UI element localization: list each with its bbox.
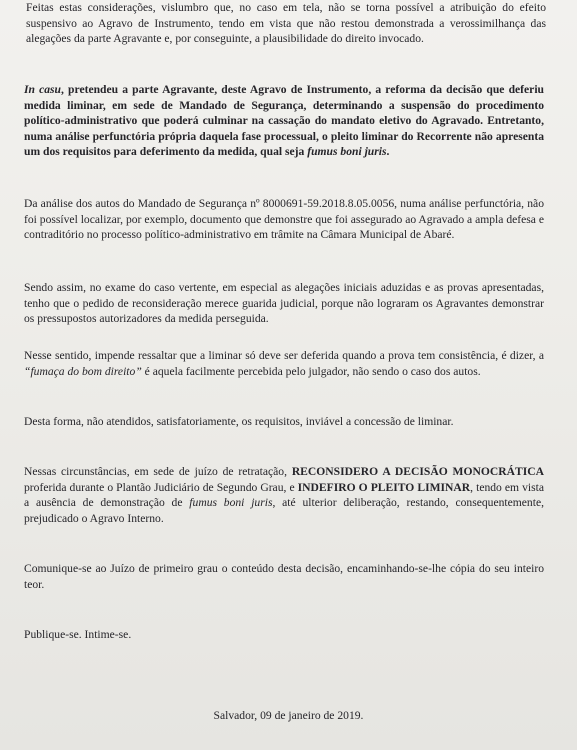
decision-text-d: , até ulterior deliberação, restando, consequentemente, prejudicado o Agravo Interno. [24, 496, 544, 525]
good-law-text-a: Nesse sentido, impende ressaltar que a liminar só deve ser deferida quando a prova tem consistência, é dizer, a [24, 349, 544, 362]
in-casu-text-a: , pretendeu a parte Agravante, deste Agravo de Instrumento, a reforma da decisão que deferiu medida liminar, em sede de Mandado de Segurança, determinando a suspensão do procedimento político-administrativo que poderá culminar na cassação do mandato eletivo do Agravado. Entretanto, numa análise perfunctória própria daquela fase processual, o pleito liminar do Recorrente não apresenta um dos requisitos para deferimento da medida, qual seja [24, 83, 544, 159]
paragraph-publish: Publique-se. Intime-se. [24, 628, 132, 641]
paragraph-considerations: Feitas estas considerações, vislumbro que, no caso em tela, não se torna possível a atribuição do efeito suspensivo ao Agravo de Instrumento, tendo em vista que não restou demonstrada a verossimilhança das alegações da parte Agravante e, por conseguinte, a plausibilidade do direito invocado. [26, 1, 546, 46]
document-date: Salvador, 09 de janeiro de 2019. [213, 709, 364, 722]
good-law-quote: “fumaça do bom direito” [24, 364, 142, 378]
paragraph-requirements: Desta forma, não atendidos, satisfatoriamente, os requisitos, inviável a concessão de liminar. [24, 415, 454, 428]
paragraph-decision [24, 464, 544, 526]
decision-fumus-term: fumus boni juris [189, 496, 273, 510]
decision-reconsider: RECONSIDERO A DECISÃO MONOCRÁTICA [291, 465, 544, 478]
paragraph-case-analysis: Da análise dos autos do Mandado de Segurança nº 8000691-59.2018.8.05.0056, numa análise perfunctória, não foi possível localizar, por exemplo, documento que demonstre que foi assegurado ao Agravado a ampla defesa e contraditório no processo político-administrativo em trâmite na Câmara Municipal de Abaré. [24, 197, 544, 242]
decision-text-a: Nessas circunstâncias, em sede de juízo de retratação, [24, 465, 292, 478]
decision-text-b: proferida durante o Plantão Judiciário de Segundo Grau, e [24, 480, 298, 494]
decision-deny: INDEFIRO O PLEITO LIMINAR [297, 480, 471, 494]
paragraph-reconsideration: Sendo assim, no exame do caso vertente, em especial as alegações iniciais aduzidas e as provas apresentadas, tenho que o pedido de reconsideração merece guarida judicial, porque não lograram os Agravantes demonstrar os pressupostos autorizadores da medida perseguida. [24, 281, 544, 326]
paragraph-communicate: Comunique-se ao Juízo de primeiro grau o conteúdo desta decisão, encaminhando-se-lhe cópia do seu inteiro teor. [24, 562, 544, 591]
good-law-text-b: é aquela facilmente percebida pelo julgador, não sendo o caso dos autos. [141, 364, 481, 378]
fumus-boni-juris-term: fumus boni juris [307, 145, 387, 159]
paragraph-in-casu [24, 82, 544, 160]
paragraph-good-law [24, 348, 544, 379]
decision-text-c: , tendo em vista a ausência de demonstração de [24, 480, 544, 510]
in-casu-text-b: . [386, 145, 390, 159]
in-casu-term: In casu [24, 83, 62, 96]
